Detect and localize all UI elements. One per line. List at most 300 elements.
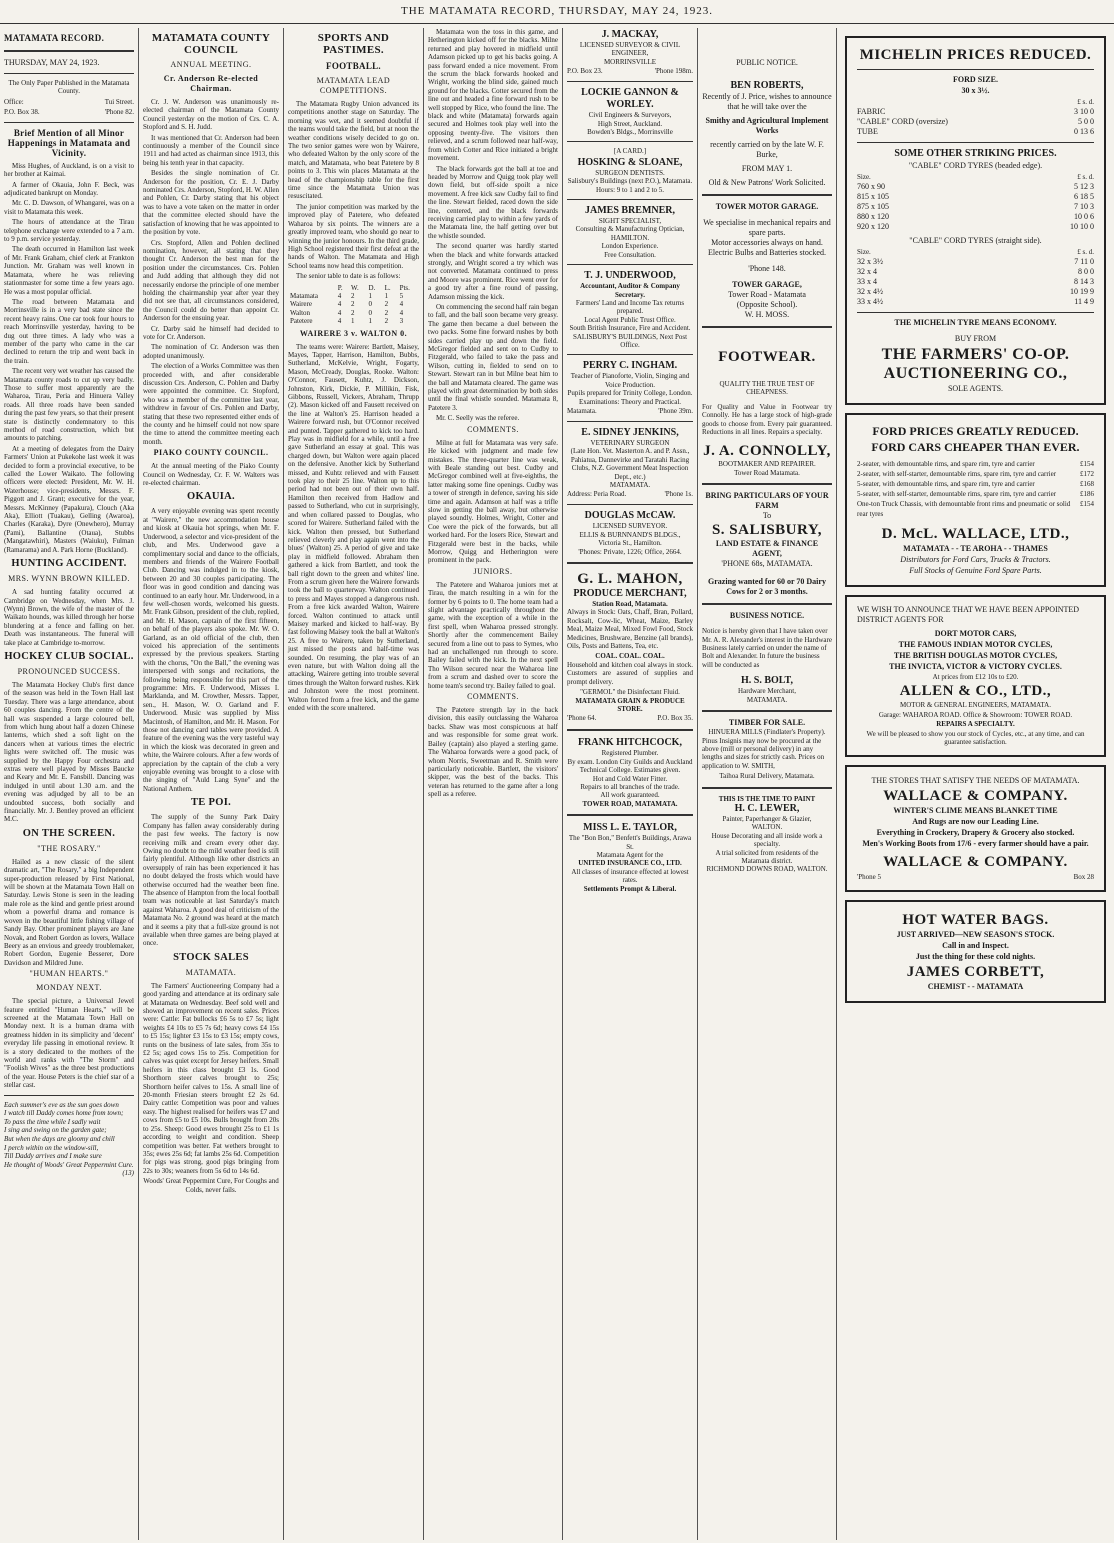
ad-line: THE STORES THAT SATISFY THE NEEDS OF MATAMATA.: [871, 776, 1080, 786]
price-value: 6 18 5: [1074, 192, 1094, 201]
juniors-heading: JUNIORS.: [473, 566, 513, 576]
mackay-ad: [567, 29, 693, 76]
ad-line: Hardware Merchant,: [738, 687, 796, 696]
ad-heading: HOT WATER BAGS.: [902, 912, 1049, 929]
ad-line: DORT MOTOR CARS,: [934, 629, 1017, 638]
ad-line: Hot and Cold Water Fitter.: [592, 774, 668, 783]
match-paragraph: The black forwards got the ball at toe and headed by Morrow and Quigg took play well down field, but off-side spoilt a nice movement. A free kick saw Cudby fail to find the line. Stewart fielded, raced down the side line, centered, and the black forwards receiving carried play to within a few yards of the Matamata line, the half getting over but the whistle sounded.: [428, 164, 558, 240]
price-label: FABRIC: [857, 107, 886, 116]
human-hearts-subheading: MONDAY NEXT.: [36, 983, 102, 993]
ad-name: FRANK HITCHCOCK,: [578, 737, 682, 749]
ad-line: Full Stocks of Genuine Ford Spare Parts.: [909, 566, 1042, 575]
ad-line: WINTER'S CLIME MEANS BLANKET TIME: [893, 806, 1058, 816]
table-cell: 0: [368, 300, 372, 309]
column-4: [424, 28, 562, 1540]
piako-body: At the annual meeting of the Piako County Council on Wednesday, Cr. F. W. Walters was re-elected chairman.: [143, 462, 279, 488]
ad-line: REPAIRS A SPECIALTY.: [936, 720, 1015, 729]
price-label: 32 x 3½: [857, 257, 883, 266]
ad-line: Address: Peria Road.: [567, 490, 627, 499]
hosking-ad: [567, 157, 693, 194]
price-label: 2-seater, with self-starter, demountable rims, spare rim, tyre and carrier: [857, 470, 1057, 478]
brief-item: Mr. C. D. Dawson, of Whangarei, was on a visit to Matamata this week.: [4, 199, 134, 216]
piako-heading: PIAKO COUNTY COUNCIL.: [153, 448, 269, 458]
paper-date: THURSDAY, MAY 24, 1923.: [4, 58, 100, 67]
ad-line: TOWER ROAD, MATAMATA.: [582, 799, 678, 808]
ad-line: Painter, Paperhanger & Glazier,: [722, 814, 812, 823]
ad-line: QUALITY THE TRUE TEST OF CHEAPNESS.: [719, 380, 815, 397]
ad-line: recently carried on by the late W. F. Burke,: [710, 140, 824, 159]
ad-line: For Quality and Value in Footwear try Connolly. He has a large stock of high-grade goods to choose from. Every pair guaranteed. Reductions in all lines. Repairs a specialty.: [702, 402, 832, 437]
match-paragraph: The second quarter was hardly started when the black and white forwards attacked strongly, and Wright scored a try which was not converted. Matamata continued to press and Moore was prominent. Rice went over for a good try after a fine round of passing, Adamson missing the kick.: [428, 242, 558, 301]
hockey-body: The Matamata Hockey Club's first dance of the season was held in the Town Hall last Tuesday. There was a large attendance, about 60 couples dancing. From the centre of the hall was suspended a large coloured bell, from which hung about half a dozen Chinese lanterns, which shed a soft light on the dancers when at various times the electric lights were switched off. The music was supplied by the Happy Four orchestra and extras were well played by Misses Baucke and Keary and Mr. E. Fansbill. Dancing was indulged in until about 1.30 a.m. and the evening was adjudged by all to be an undoubted success, both socially and financially. Mr. J. Bentley proved an efficient M.C.: [4, 680, 134, 824]
price-label: 33 x 4: [857, 277, 877, 286]
poem-line: I watch till Daddy comes home from town;: [4, 1109, 124, 1118]
ford-ad: [845, 413, 1106, 587]
ad-line: We will be pleased to show you our stock of Cycles, etc., at any time, and can guarantee satisfaction.: [866, 729, 1085, 747]
ad-name: S. SALISBURY,: [711, 522, 823, 539]
timber-ad: [702, 718, 832, 780]
ad-line: BUY FROM: [954, 334, 997, 343]
ad-line: Pupils prepared for Trinity College, London.: [567, 389, 693, 398]
office-value: Tui Street.: [104, 97, 134, 106]
stock-heading: STOCK SALES: [173, 951, 249, 963]
ad-heading: MICHELIN PRICES REDUCED.: [859, 47, 1092, 63]
ad-line: Everything in Crockery, Drapery & Grocery also stocked.: [876, 828, 1075, 838]
ad-line: Settlements Prompt & Liberal.: [583, 884, 677, 893]
lewer-ad: [702, 795, 832, 874]
football-paragraph: The Matamata Rugby Union advanced its competitions another stage on Saturday. The morning was wet, and it seemed doubtful if the teams would take the field, but at noon the weather conditions wisely decided to go on. The two senior games were won by Wairere, who defeated Walton by the only score of the match, and Matamata, who beat Patetere by 8 points to 3. This win places Matamata at the head of the championship table for the first time since the Matamata Union was resuscitated.: [288, 100, 419, 201]
ad-line: 'Phones: Private, 1226; Office, 2664.: [578, 547, 682, 556]
referee-line: Mr. C. Seelly was the referee.: [436, 414, 520, 423]
tower-garage-ad: [702, 202, 832, 320]
poem-line: But when the days are gloomy and chill: [4, 1134, 115, 1143]
card-label: [A CARD.]: [613, 147, 647, 156]
allen-ad: [845, 595, 1106, 757]
brief-mention-heading: Brief Mention of all Minor Happenings in Matamata and Vicinity.: [7, 127, 131, 158]
ad-line: LICENSED SURVEYOR & CIVIL ENGINEER,: [579, 41, 681, 58]
ad-line: SIGHT SPECIALIST,: [598, 217, 662, 226]
mahon-ad: [567, 570, 693, 723]
brief-item: Miss Hughes, of Auckland, is on a visit to her brother at Kaimai.: [4, 161, 134, 179]
ad-line: By exam. London City Guilds and Auckland Technical College. Estimates given.: [567, 757, 693, 775]
table-header: L.: [384, 283, 391, 292]
tepoi-heading: TE POI.: [190, 797, 232, 809]
ad-name: LOCKIE GANNON & WORLEY.: [581, 87, 679, 111]
ad-line: Call in and Inspect.: [942, 941, 1009, 951]
ad-name: E. SIDNEY JENKINS,: [581, 426, 679, 438]
price-value: 5 0 0: [1078, 117, 1094, 126]
ad-line: MATAMATA - - TE AROHA - - THAMES: [903, 544, 1048, 553]
mccaw-ad: [567, 510, 693, 556]
table-cell: 5: [399, 291, 404, 300]
table-cell: 1: [384, 291, 389, 300]
corbett-ad: [845, 900, 1106, 1003]
ad-line: House Decorating and all inside work a specialty.: [711, 831, 823, 849]
ad-line: The "Bon Bon," Benfett's Buildings, Arawa St.: [568, 834, 692, 851]
ad-line: Always in Stock: Oats, Chaff, Bran, Pollard, Rocksalt, Cow-lic, Wheat, Maize, Barley Meal, Maize Meal, Mixed Fowl Food, Stock Medicines, Brushware, Benzine (all brands), Oils, Posts and Battens, Tea, etc.: [567, 608, 693, 651]
comments-body-2: The Patetere strength lay in the back division, this easily outclassing the Waharoa backs. Shaw was most conspicuous at half and was responsible for some great work. Bailey (captain) also played a sterling game. The Waharoa forwards were a good pack, of whom Norris, Sweetman and R. Smith were particularly noticeable. Bartlett, the visitors' skipper, was the best of the backs. This veteran has returned to the game after a long spell as a referee.: [428, 706, 558, 799]
hockey-heading: HOCKEY CLUB SOCIAL.: [4, 650, 134, 662]
ad-line: Examinations: Theory and Practical.: [578, 397, 682, 406]
ad-line: 'Phone 5: [857, 873, 882, 882]
price-label: One-ton Truck Chassis, with demountable front rims and pneumatic or solid rear tyres: [857, 500, 1071, 518]
ad-name: WALLACE & COMPANY.: [883, 788, 1068, 805]
ad-line: MORRINSVILLE: [603, 57, 657, 66]
ad-heading: PUBLIC NOTICE.: [736, 58, 798, 67]
council-paragraph: Cr. J. W. Anderson was unanimously re-elected chairman of the Matamata County Council yesterday on the motion of Crs. C. A. Stopford and S. H. Judd.: [143, 98, 279, 132]
table-row: [288, 300, 419, 308]
ad-line: THE BRITISH DOUGLAS MOTOR CYCLES,: [893, 651, 1058, 660]
price-label: 33 x 4½: [857, 297, 883, 306]
price-value: 7 11 0: [1074, 257, 1094, 266]
table-cell: 1: [368, 291, 372, 300]
ad-line: UNITED INSURANCE CO., LTD.: [578, 859, 682, 868]
price-label: 760 x 90: [857, 182, 885, 191]
ad-line: BOOTMAKER AND REPAIRER.: [718, 460, 816, 469]
table-cell: 4: [399, 308, 404, 317]
price-label: 2-seater, with demountable rims, and spare rim, tyre and carrier: [857, 460, 1035, 468]
ad-name: G. L. MAHON,: [577, 571, 683, 588]
ad-line: LAND ESTATE & FINANCE AGENT,: [715, 539, 819, 559]
game-heading: WAIRERE 3 v. WALTON 0.: [299, 328, 408, 338]
masthead: THE MATAMATA RECORD, THURSDAY, MAY 24, 1923.: [0, 0, 1114, 24]
ad-line: Salisbury's Buildings (next P.O.), Matamata.: [567, 177, 693, 186]
table-header: W.: [351, 283, 359, 292]
ad-heading: BUSINESS NOTICE.: [729, 611, 805, 621]
ad-line: Station Road, Matamata.: [592, 600, 668, 609]
ad-line: Matamata Agent for the: [596, 850, 664, 859]
ad-line: Pinus Insignis may now be procured at the above (mill or personal delivery) in any lengths and sizes for strictly cash. Prices on application to W. SMITH,: [702, 736, 825, 770]
table-cell: 4: [337, 308, 342, 317]
ad-line: Civil Engineers & Surveyors,: [588, 111, 672, 120]
price-value: 0 13 6: [1074, 127, 1094, 136]
ad-name: PERRY C. INGHAM.: [582, 360, 678, 372]
ad-line: Matamata.: [567, 406, 597, 415]
ad-heading: FORD CARS CHEAPER THAN EVER.: [871, 440, 1080, 454]
price-label: 5-seater, with demountable rims, and spare rim, tyre and carrier: [857, 480, 1035, 488]
price-label: 880 x 120: [857, 212, 889, 221]
ad-line: MATAMATA.: [609, 481, 651, 489]
ad-line: P.O. Box 35.: [657, 714, 693, 723]
office-label: Office:: [4, 97, 24, 106]
ad-line: Smithy and Agricultural Implement Works: [705, 116, 829, 135]
poem-line: He thought of Woods' Great Peppermint Cure.: [4, 1160, 134, 1169]
ad-name: D. McL. WALLACE, LTD.,: [881, 526, 1070, 542]
business-notice-ad: [702, 611, 832, 704]
ad-name: THE FARMERS' CO-OP. AUCTIONEERING CO.,: [881, 346, 1070, 382]
footer-ad: Woods' Great Peppermint Cure, For Coughs and Colds, never fails.: [143, 1177, 279, 1194]
ad-line: Bowden's Bldgs., Morrinsville: [587, 128, 673, 137]
poem: [4, 1101, 134, 1178]
table-row: [288, 317, 419, 325]
ad-line: Hours: 9 to 1 and 2 to 5.: [595, 185, 665, 194]
ad-line: 'Phone 1s.: [664, 490, 693, 499]
table-header: P.: [337, 283, 343, 292]
ad-line: Registered Plumber.: [601, 749, 659, 758]
council-paragraph: Besides the single nomination of Cr. Anderson for the position, Cr. E. J. Darby nominated Crs. Anderson, Stopford, H. W. Allen and Pohlen, Cr. Darby stating that his object was to have a vote taken on the matter in order that the committee elected should have the satisfaction of knowing that he was appointed to the position by vote.: [143, 169, 279, 237]
ad-line: 'Phone 64.: [567, 714, 597, 723]
ad-line: Victoria St., Hamilton.: [598, 539, 662, 548]
ad-line: Household and kitchen coal always in stock. Customers are assured of supplies and prompt delivery.: [567, 660, 693, 686]
ad-line: Distributors for Ford Cars, Trucks & Tractors.: [900, 555, 1051, 564]
price-value: £168: [1080, 480, 1094, 488]
ad-line: Notice is hereby given that I have taken over Mr. A. R. Alexander's interest in the Hardware Business lately carried on under the name of Bolt and Alexander. In future the business will be conducted as: [702, 627, 832, 669]
juniors-body: The Patetere and Waharoa juniors met at Tirau, the match resulting in a win for the former by 6 points to 0. The home team had a slight advantage practically throughout the game, with the exception of a while in the first spell, when Waharoa pressed strongly. Shortly after the commencement Bailey secured from a line out to pass to Symes, who had an unchallenged run through to score. Bailey failed with the kick. In the next spell Tho Wilson secured near the Waharoa line from a scrum and dashed over to score the home team's second try. Bailey failed to goal.: [428, 580, 558, 690]
poem-number: (13): [122, 1169, 134, 1178]
okauia-heading: OKAUIA.: [187, 491, 235, 503]
price-label: TUBE: [857, 127, 878, 136]
ad-name: BEN ROBERTS,: [730, 80, 804, 91]
price-value: £172: [1080, 470, 1094, 478]
ad-name: ALLEN & CO., LTD.,: [899, 683, 1052, 700]
stock-subheading: MATAMATA.: [185, 967, 237, 977]
ad-line: SOLE AGENTS.: [947, 384, 1004, 393]
ad-line: THE INVICTA, VICTOR & VICTORY CYCLES.: [889, 662, 1062, 671]
football-subheading: MATAMATA LEAD COMPETITIONS.: [316, 76, 391, 95]
price-value: £186: [1080, 490, 1094, 498]
brief-item: The death occurred in Hamilton last week of Mr. Frank Graham, chief clerk at Frankton Junction. Mr. Graham was well known in Matamata, where he was relieving stationmaster for some time a few years ago. He was a most popular official.: [4, 245, 134, 296]
michelin-ad: [845, 36, 1106, 405]
council-subheading-2: Cr. Anderson Re-elected Chairman.: [163, 74, 259, 93]
ad-name: WALLACE & COMPANY.: [883, 854, 1068, 871]
council-paragraph: The election of a Works Committee was then proceeded with, and after considerable discussion Crs. Anderson, C. Pohlen and Darby were appointed the committee. Cr. Stopford, who was a member of the committee last year, withdrew in favour of Crs. Pohlen and Darby, stating that these two represented either ends of the county and he himself could not now spare the time to attend the committee meeting each month.: [143, 362, 279, 446]
ad-line: WALTON.: [751, 823, 783, 832]
human-hearts-heading: "HUMAN HEARTS.": [29, 969, 109, 979]
salisbury-ad: [702, 491, 832, 597]
ad-line: Grazing wanted for 60 or 70 Dairy Cows for 2 or 3 months.: [708, 577, 826, 597]
ad-line: Free Consultation.: [604, 250, 656, 259]
ad-line: Tower Road - Matamata: [728, 290, 806, 299]
table-cell: 3: [399, 317, 404, 326]
football-paragraph: The senior table to date is as follows:: [296, 272, 401, 281]
table-cell: 4: [399, 300, 404, 309]
table-cell: 4: [337, 291, 342, 300]
ad-heading: TIMBER FOR SALE.: [728, 718, 806, 728]
ad-line: TOWER GARAGE,: [732, 280, 802, 289]
price-label: 920 x 120: [857, 222, 889, 231]
ad-line: Tower Road Matamata.: [734, 468, 800, 477]
table-cell: 2: [351, 291, 355, 300]
phone: 'Phone 82.: [104, 107, 134, 116]
ad-line: 'Phone 39m.: [658, 406, 693, 415]
price-label: 815 x 105: [857, 192, 889, 201]
price-label: 5-seater, with self-starter, demountable rims, spare rim, tyre and carrier: [857, 490, 1057, 498]
ad-name: DOUGLAS McCAW.: [584, 510, 676, 522]
council-paragraph: Cr. Darby said he himself had decided to vote for Cr. Anderson.: [143, 324, 279, 341]
poem-line: Till Daddy arrives and I make sure: [4, 1152, 102, 1161]
ad-line: FORD SIZE.: [953, 75, 998, 84]
table-cell: 2: [384, 317, 389, 326]
ad-line: Taihoa Rural Delivery, Matamata.: [719, 772, 815, 781]
ad-line: JUST ARRIVED—NEW SEASON'S STOCK.: [896, 930, 1055, 940]
column-1: [0, 28, 138, 1540]
ad-line: And Rugs are now our Leading Line.: [912, 817, 1039, 827]
table-cell: 1: [351, 317, 355, 326]
price-value: 10 10 0: [1070, 222, 1094, 231]
ad-line: Old & New Patrons' Work Solicited.: [708, 178, 826, 187]
brief-item: At a meeting of delegates from the Dairy Farmers' Union at Pukekohe last week it was decided to form a provincial executive, to be called the Lower Waikato. The following officers were elected: President, Mr. W. H. Waterhouse; vice-presidents, Messrs. F. Piggott and J. Grant; executive for the year, Messrs. McKinney (Papakura), Clouch (Aka Aka), Elliott (Tuakau), Gelling (Awaroa), Charles (Karaka), Dyre (Onewhero), Murray (Pami), Ballantine (Otaua), Stubbs (Mangatawhiri), Masters (Waiuku), Fulman (Ramarama) and A. Park Horne (Buckland).: [4, 444, 134, 554]
price-label: 875 x 105: [857, 202, 889, 211]
ad-line: £ s. d.: [1077, 98, 1094, 106]
ad-line: Recently of J. Price, wishes to announce that he will take over the: [702, 92, 832, 111]
price-value: 5 12 3: [1074, 182, 1094, 191]
ad-line: (Late Hon. Vet. Masterton A. and P. Assn., Pahiatua, Dannevirke and Taratahi Racing Clubs, N.Z. Government Meat Inspection Dept., etc.): [570, 447, 690, 481]
ad-line: PRODUCE MERCHANT,: [573, 588, 687, 600]
table-cell: Patetere: [290, 317, 313, 326]
game-body: The teams were: Wairere: Bartlett, Maisey, Mayes, Tapper, Harrison, Hamilton, Bubbs, Sutherland, McKelvie, Wright, Fogarty, Mason, McCready, Douglas, Rooke. Walton: O'Connor, Fausett, Kuhtz, J. Dickson, Johnston, Kirk, Dickie, P. Millikin, Fisk, Gibbons, Russell, Vickers, Abraham, Thrupp (2). Mason kicked off and Fausett received on the line at Walton's 25. Harrison headed a Wairere forward rush, but O'Connor received and punted. Tapper gathered to kick too hard. Play was in midfield for a while, until a free gave Sutherland an essay at goal. This was charged down, but Walton were again placed on the defensive. Another kick by Sutherland missed, and Kuhtz relieved and with Fausett took play to their 25 line. Walton up to this period had not been out of their own half. Hamilton then received from Hadlow and passed to Sutherland, who cut in surprisingly, and when collared passed to Douglas, who scored for Wairere. Sutherland failed with the kick. Walton then pressed, but Sutherland relieved cleverly and play again went into the blues' (Walton) 25. A period of give and take play in midfield followed. Abraham then gathered a kick from Bartlett, and took the ball right down to the green and whites' line. From a scrum given here the Wairere forwards took the ball to quarterway. Walton continued to press and Mayes stopped a dangerous rush. From a free kick awarded Walton, Wairere forced. Walton continued to attack until Maisey marked and kicked to half-way. By fast following Maisey took the ball at Walton's 25. A free to Wairere, taken by Sutherland, just missed the posts and half-time was sounded. On resuming, the play was of an even nature, but with Walton doing all the attacking, Wairere getting into trouble several times through the Walton forward rushes. Kirk and Johnston were the most prominent. Walton forced from a free kick, and the game ended with the score unaltered.: [288, 342, 419, 713]
jenkins-ad: [567, 427, 693, 499]
ad-line: Just the thing for these cold nights.: [915, 952, 1036, 962]
ad-name: HOSKING & SLOANE,: [577, 156, 683, 168]
price-value: 10 19 9: [1070, 287, 1094, 296]
footwear-ad: [702, 348, 832, 477]
ad-line: MATAMATA GRAIN & PRODUCE STORE.: [575, 696, 685, 713]
ad-line: To: [762, 511, 772, 521]
screen-subheading: "THE ROSARY.": [37, 843, 101, 853]
table-row: [288, 292, 419, 300]
council-paragraph: The nomination of Cr. Anderson was then adopted unanimously.: [143, 343, 279, 360]
price-label: 32 x 4½: [857, 287, 883, 296]
ad-line: Farmers' Land and Income Tax returns prepared.: [575, 298, 685, 316]
ad-name: T. J. UNDERWOOD,: [584, 270, 676, 282]
price-value: 8 14 3: [1074, 277, 1094, 286]
column-3: [284, 28, 423, 1540]
screen-heading: ON THE SCREEN.: [22, 827, 116, 839]
ad-line: Consulting & Manufacturing Optician,: [575, 225, 685, 234]
price-value: £154: [1080, 460, 1094, 468]
council-subheading: ANNUAL MEETING.: [170, 60, 252, 69]
ad-line: London Experience.: [601, 242, 659, 251]
table-cell: 2: [351, 300, 355, 309]
comments-heading-2: COMMENTS.: [467, 692, 519, 702]
ad-line: 'PHONE 68s, MATAMATA.: [721, 559, 813, 569]
ad-line: COAL. COAL. COAL.: [595, 652, 665, 661]
comments-body: Milne at full for Matamata was very safe. He kicked with judgment and made few mistakes. The three-quarter line was weak, with Beale standing out best. Cudby and McGregor combined well at five-eighths, the latter making some fine openings. Cudby was a tower of strength in defence, saving his side time and again. Adamson at half was a trifle slow in getting the ball away, but otherwise played soundly. Holmes, Wright, Cotter and Coe were the pick of the forwards, but all worked hard. For the losers Rice, Stewart and Fitzgerald were best in the backs, while Morrow, Quigg and Hetherington were prominent in the pack.: [428, 438, 558, 565]
ad-line: VETERINARY SURGEON: [590, 438, 670, 447]
ad-line: Accountant, Auditor & Company Secretary.: [580, 282, 680, 299]
wallace-company-ad: [845, 765, 1106, 892]
ad-name: MISS L. E. TAYLOR,: [583, 822, 677, 834]
table-header: D.: [368, 283, 376, 292]
council-paragraph: Crs. Stopford, Allen and Pohlen declined nomination, however, all stating that they thought Cr. Anderson the best man for the position under the circumstances. Crs. Pohlen and Judd adding that although they did not necessarily endorse the principle of one member holding the chairmanship year after year they did not see that, all circumstances considered, the Council could do better than appoint Cr. Anderson for the ensuing year.: [143, 238, 279, 323]
ad-line: Motor accessories always on hand.: [711, 238, 823, 247]
okauia-body: A very enjoyable evening was spent recently at "Wairere," the new accommodation house and kiosk at Okauia hot springs, when Mr. F. Underwood, a selector and vice-president of the club, and Mrs. Underwood gave a complimentary social and dance to the officials, members and friends of the Wairere Football Club. Dancing was indulged in to the kiosk, between 20 and 30 couples participating. The floor was in good condition and dancing was continued to an early hour. Mr. Underwood, in a few well-chosen words, welcomed his guests. Mr. Frank Gibson, president of the club, replied, and Mr. H. Mason, captain of the first fifteen, on behalf of the players also spoke. Mr. W. O. Garland, as an old official of the club, then voiced his appreciation of the sentiments expressed by the previous speakers. Starting with the chorus, "On the Ball," the evening was interspersed with songs and recitations, the following being responsible for this part of the programme: Mrs. F. Underwood, Misses I. Marklanda, and M. Crowther, Messrs. Tapper, sen., H. Mason, W. O. Garland and F. Underwood. Music was supplied by Miss Macintosh, of Hamilton, and Mr. H. Mason. For those not dancing card tables were provided. A feature of the evening was the very tasteful way in which the kiosk was decorated in green and white, the Wairere colours. After a few words of appreciation by the captain of the club a very enjoyable evening was brought to a close with the singing of "Auld Lang Syne" and the National Anthem.: [143, 507, 279, 793]
ad-line: RICHMOND DOWNS ROAD, WALTON.: [706, 865, 828, 874]
screen-body: Hailed as a new classic of the silent dramatic art, "The Rosary," a big Independent super-production released by First National, will be shown at the Matamata Town Hall on Saturday. Lewis Stone is seen in the leading male role as the kind and gentle priest around whom a powerful drama and romance is woven in the beautiful little fishing village of Sandy Bay. Other prominent players are Jane Novak, and Robert Gordon as lovers, Wallace Beery as an envious and greedy troublemaker, Robert Gordon, Eugenie Besserer, Dore Davidson and Mildred June.: [4, 857, 134, 967]
column-5: [563, 28, 697, 1540]
underwood-ad: [567, 270, 693, 349]
ad-name: H. C. LEWER,: [734, 802, 800, 814]
table-header-row: [288, 284, 419, 292]
poem-line: To pass the time while I sadly wait: [4, 1117, 101, 1126]
match-paragraph: Matamata won the toss in this game, and Hetherington kicked off for the blacks. Milne returned and play hovered in midfield until Adamson picked up to get his backs going. A pass forward ended a nice movement. From the scrum the black forwards hooked and Wright, working the blind side, gained much ground for the blacks. Cotter secured from the line out and headed a fine forward rush to be well stopped by Rice, who found the line. The black and white (Matamata) forwards again secured and Holmes took play well into the opposing twenty-five. The visitors then relieved, and a scrum followed near half-way, from which Cotter and Rice initiated a bright movement.: [428, 28, 558, 163]
football-heading: FOOTBALL.: [326, 61, 381, 71]
ad-line: All classes of insurance effected at lowest rates.: [571, 867, 689, 885]
lockie-ad: [567, 87, 693, 136]
ad-heading: TOWER MOTOR GARAGE.: [715, 202, 819, 211]
table-cell: 2: [384, 308, 389, 317]
ad-line: Men's Working Boots from 17/6 - every farmer should have a pair.: [862, 839, 1089, 849]
table-cell: 2: [351, 308, 355, 317]
ad-line: Size.: [857, 173, 871, 181]
table-cell: 1: [368, 317, 372, 326]
ad-line: W. H. MOSS.: [744, 310, 790, 319]
price-value: 3 10 0: [1074, 107, 1094, 116]
bremner-ad: [567, 205, 693, 259]
paper-title: MATAMATA RECORD.: [4, 33, 105, 43]
ad-line: Repairs to all branches of the trade.: [580, 782, 680, 791]
ad-line: High Street, Auckland.: [597, 119, 663, 128]
ad-line: 'Phone 198m.: [654, 67, 693, 76]
table-cell: 4: [337, 300, 342, 309]
ad-line: At prices from £12 10s to £20.: [932, 673, 1019, 681]
ad-line: "CABLE" CORD TYRES (beaded edge).: [908, 161, 1043, 170]
hitchcock-ad: [567, 737, 693, 808]
ad-name: JAMES BREMNER,: [584, 205, 675, 217]
ad-line: MOTOR & GENERAL ENGINEERS, MATAMATA.: [900, 701, 1051, 710]
ad-line: Electric Bulbs and Batteries stocked.: [708, 248, 826, 257]
hunting-body: A sad hunting fatality occurred at Cambridge on Wednesday, when Mrs. J. (Wynn) Brown, the wife of the master of the Waikato hounds, was killed through her horse blundering at a fence and falling on her. Death was instantaneous. The funeral will take place at Cambridge to-morrow.: [4, 588, 134, 647]
brief-item: The recent very wet weather has caused the Matamata county roads to cut up very badly. Those to suffer most apparently are the Waharoa, Tirau, Peria and Hinuera Valley roads. All three roads have been sanded during the past few years, so that their present state is distinctly condemnatory to this method of road construction, which but amounts to patching.: [4, 367, 134, 443]
price-value: 11 4 9: [1074, 297, 1094, 306]
brief-item: The road between Matamata and Morrinsville is in a very bad state since the recent heavy rains. One car took four hours to reach Morrinsville yesterday, having to be dug out three times. A lady who was a member of the party who came in the car declined to return the trip and went back in the train.: [4, 297, 134, 365]
ad-name: H. S. BOLT,: [741, 675, 793, 687]
ad-line: £ s. d.: [1077, 248, 1094, 256]
taylor-ad: [567, 822, 693, 893]
table-cell: 4: [337, 317, 342, 326]
ad-line: "GERMOL" the Disinfectant Fluid.: [580, 688, 680, 697]
ad-line: CHEMIST - - MATAMATA: [927, 982, 1024, 992]
table-cell: Wairere: [290, 300, 312, 309]
ad-name: JAMES CORBETT,: [906, 964, 1045, 981]
brief-item: The hours of attendance at the Tirau telephone exchange were extended to a 7 a.m. to 9 p.m. service yesterday.: [4, 218, 134, 244]
table-header: Pts.: [399, 283, 410, 292]
council-heading: MATAMATA COUNTY COUNCIL: [151, 32, 271, 56]
brief-item: A farmer of Okauia, John F. Beck, was adjudicated bankrupt on Monday.: [4, 180, 134, 198]
ad-name: J. A. CONNOLLY,: [703, 443, 831, 460]
ad-line: Local Agent Public Trust Office.: [584, 315, 676, 324]
price-value: £154: [1080, 500, 1094, 508]
ad-heading: FOOTWEAR.: [718, 349, 816, 365]
price-label: "CABLE" CORD (oversize): [857, 117, 948, 126]
price-value: 10 0 6: [1074, 212, 1094, 221]
price-value: 8 0 0: [1078, 267, 1094, 276]
ad-line: 'Phone 148.: [748, 264, 786, 273]
tepoi-body: The supply of the Sunny Park Dairy Company has fallen away considerably during the past few weeks. The factory is now receiving milk and cream every other day. Owing no doubt to the mild weather feed is still fairly plentiful. Although like other districts an oversupply of rain has been experienced it has no doubt delayed the frosts which would have otherwise occurred had the weather been fine. The absence of Hampton from the local football team was noticeable at last Saturday's match against Waharoa. A good deal of criticism of the Matamata No. 2 ground was heard at the match and it seems a pity that a full-size ground is not available when three games are being played at once.: [143, 813, 279, 948]
ad-line: THE FAMOUS INDIAN MOTOR CYCLES,: [898, 640, 1053, 649]
stock-body: The Farmers' Auctioneering Company had a good yarding and attendance at its ordinary sale at Matamata on Wednesday. Beef sold well and showed an improvement on recent sales. Prices were: Cattle: Fat bullocks £6 5s to £7 5s; light weights £4 10s to £5 7s 6d; heavy cows £4 15s to £5 15s; lighter £3 15s to £3 15s; empty cows, runts on the business of late sales, from 35s to £2 5s; aged cows 15s to 25s. Competition for calves was quiet except for Jersey heifers. Small heifers in this class brought £3 1s. Good Shorthorn steer calves brought to 25s; Shorthorn heifer calves to 15s. A small line of 20-month Friesian steers brought £2 2s 6d. Dairy cattle: Competition was poor and values easy. The highest realised for heifers was £7 and cows from £5 to £5 10s. Bulls brought from 20s to 25s. Sheep: Good ewes brought 25s to £1 1s according to weight and condition. Sheep competition was better. Fat wethers brought to 35s; ewes 25s 6d; fat lambs 25s 6d. Competition for pigs was strong, good pigs bringing from 22s to 30s; weaners from 5s 6d to 14s 6d.: [143, 981, 279, 1175]
table-row: [288, 309, 419, 317]
ad-line: HAMILTON.: [610, 233, 650, 242]
senior-table: [288, 284, 419, 326]
ad-line: MATAMATA.: [746, 695, 788, 704]
football-paragraph: The junior competition was marked by the improved play of Patetere, who defeated Waharoa by six points. The winners are a greatly improved team, who should go near to winning the junior honours. In the third grade, High School registered their first defeat at the hands of Walton. The Matamata and High School teams now head this competition.: [288, 202, 419, 270]
human-hearts-body: The special picture, a Universal Jewel feature entitled "Human Hearts," will be screened at the Matamata Town Hall on Monday next. It is a human drama with greatness hidden in its simplicity and 'decent' everyday life passing in emotional review. It is a story dedicated to the mothers of the world and ranks with "The Storm" and "Foolish Wives" as the three best productions of the year. House Peters is the chief star of a stellar cast.: [4, 997, 134, 1090]
column-2: [139, 28, 283, 1540]
ad-line: SURGEON DENTISTS.: [595, 168, 665, 177]
ad-line: (Opposite School).: [736, 300, 798, 309]
notice-ad: [702, 58, 832, 188]
poem-line: I sing and swing on the garden gate;: [4, 1126, 107, 1135]
ad-line: BRING PARTICULARS OF YOUR FARM: [705, 491, 829, 511]
table-header: [288, 284, 336, 292]
ad-line: WE WISH TO ANNOUNCE THAT WE HAVE BEEN APPOINTED DISTRICT AGENTS FOR: [857, 605, 1080, 624]
ad-line: LICENSED SURVEYOR.: [592, 522, 668, 531]
ad-line: Garage: WAHAROA ROAD. Office & Showroom: TOWER ROAD.: [878, 710, 1073, 719]
ad-line: Box 28: [1073, 873, 1094, 882]
table-cell: Matamata: [290, 291, 318, 300]
ad-line: P.O. Box 23.: [567, 67, 603, 76]
